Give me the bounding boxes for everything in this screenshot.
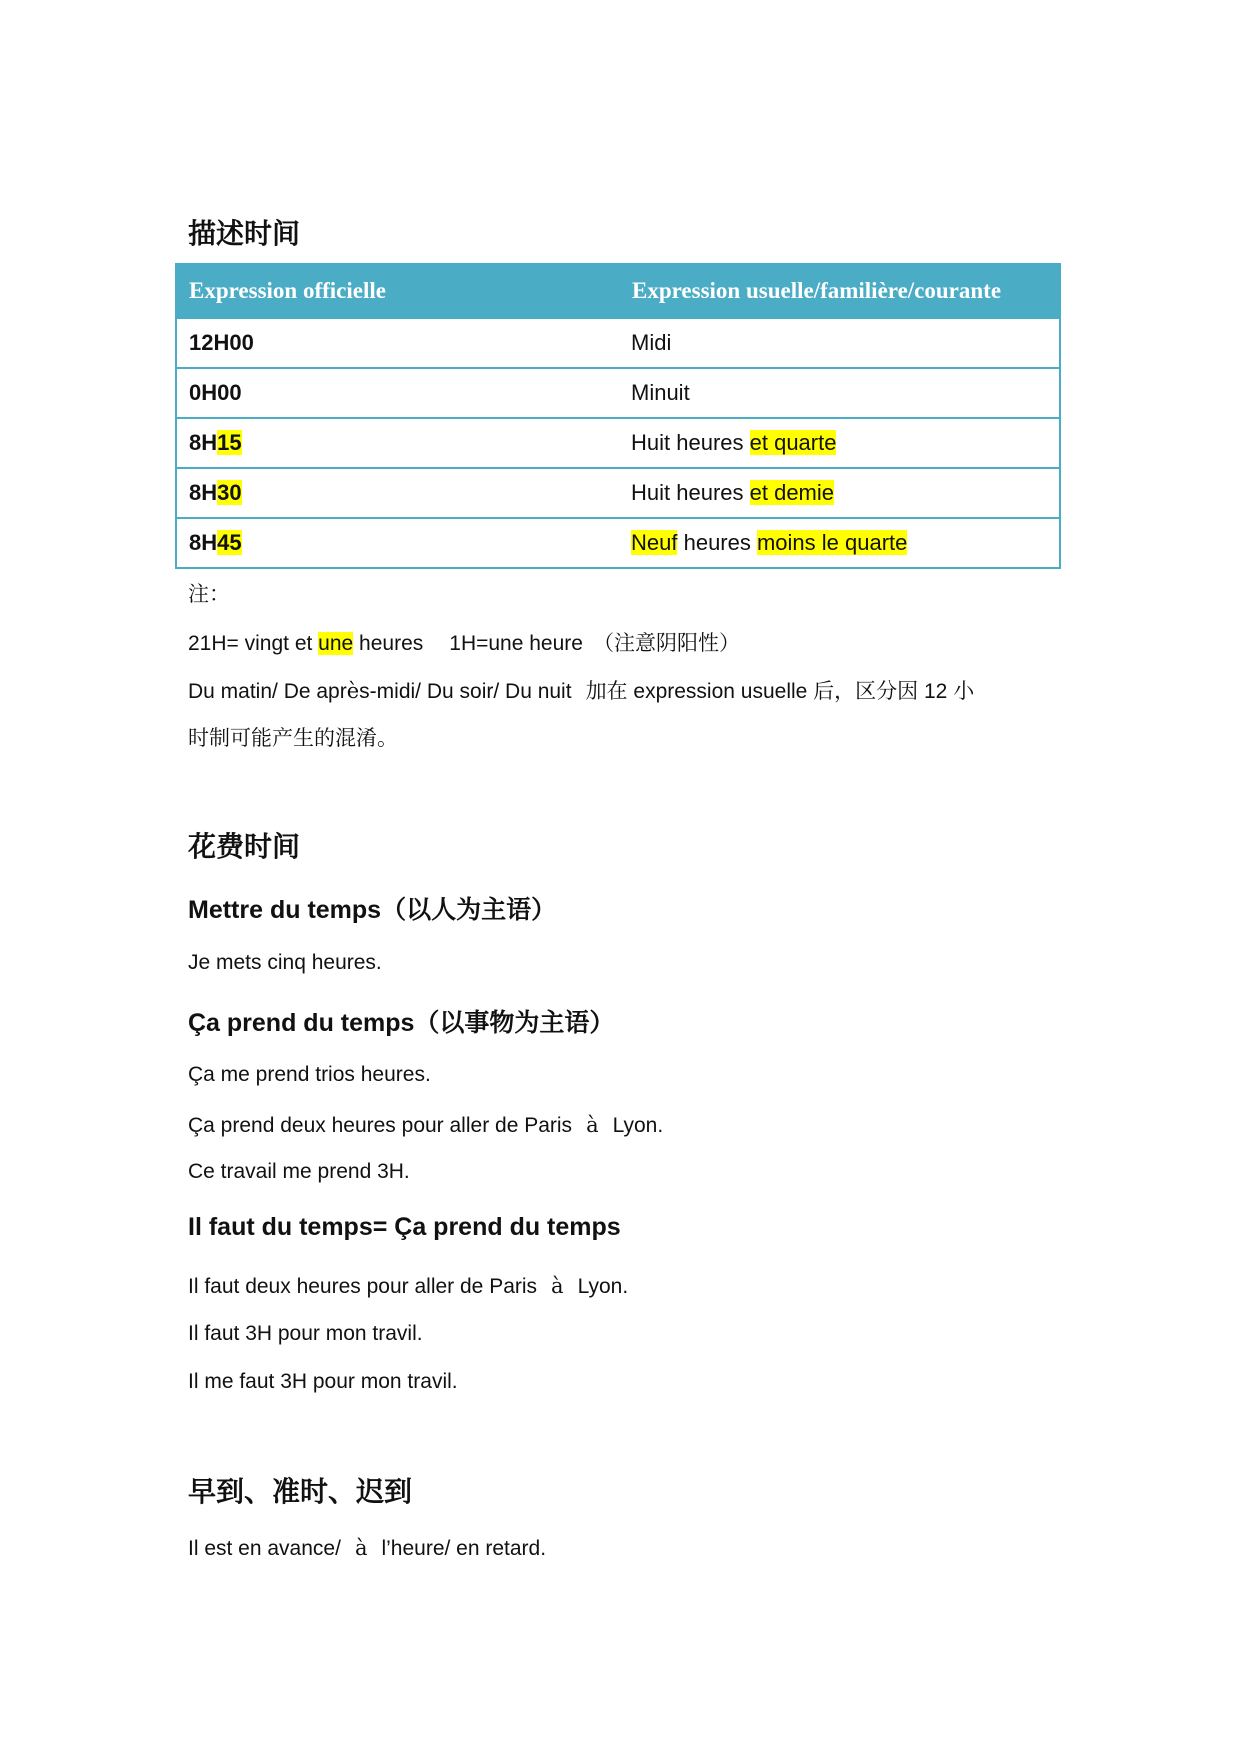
table-row — [176, 468, 1060, 518]
example-prend-3: Ce travail me prend 3H. — [188, 1160, 410, 1183]
example-faut-1-text: Il faut deux heures pour aller de Paris — [188, 1275, 538, 1298]
note2-chinese-2: 后，区分因 — [813, 679, 919, 703]
usual-highlight: Neuf — [631, 530, 678, 555]
table-row — [176, 518, 1060, 568]
note-label: 注： — [188, 582, 230, 606]
official-text: 8H — [189, 530, 218, 555]
official-highlight: 45 — [217, 530, 242, 555]
subheading-mettre-text: Mettre du temps — [188, 896, 382, 924]
example-prend-2-text-2: Lyon. — [612, 1114, 664, 1137]
note2-text-3: expression usuelle — [627, 680, 814, 703]
cell-official — [176, 518, 619, 568]
table-row — [176, 318, 1060, 368]
example-faut-3: Il me faut 3H pour mon travil. — [188, 1370, 458, 1393]
example-arrival-text-2: l’heure/ en retard. — [381, 1537, 547, 1560]
official-highlight: 30 — [217, 480, 242, 505]
example-prend-2-text: Ça prend deux heures pour aller de Paris — [188, 1114, 573, 1137]
usual-highlight: et quarte — [749, 430, 837, 455]
note2-chinese-1: 加在 — [585, 679, 628, 703]
header-usual: Expression usuelle/familière/courante — [619, 264, 1060, 318]
usual-text: heures — [677, 530, 757, 555]
cell-usual — [619, 518, 1060, 568]
table-header-row — [176, 264, 1060, 318]
subheading-mettre-chinese: （以人为主语） — [381, 895, 557, 924]
example-faut-2: Il faut 3H pour mon travil. — [188, 1322, 423, 1345]
usual-text: Minuit — [631, 380, 690, 405]
subheading-faut: Il faut du temps= Ça prend du temps — [188, 1213, 621, 1241]
subheading-prend-text: Ça prend du temps — [188, 1009, 415, 1037]
usual-text: Huit heures — [631, 480, 750, 505]
cell-official — [176, 418, 619, 468]
usual-text: Huit heures — [631, 430, 750, 455]
note1-chinese: （注意阴阳性） — [592, 631, 740, 655]
usual-highlight: et demie — [749, 480, 835, 505]
subheading-prend — [188, 1003, 614, 1039]
official-text: 8H — [189, 480, 218, 505]
example-faut-1-preposition: à — [551, 1274, 564, 1298]
usual-text: Midi — [631, 330, 672, 355]
table-row — [176, 368, 1060, 418]
note2-text-2: s-midi/ Du soir/ Du nuit — [359, 680, 572, 703]
example-prend-1: Ça me prend trios heures. — [188, 1063, 431, 1086]
cell-usual — [619, 318, 1060, 368]
example-arrival-text: Il est en avance/ — [188, 1537, 341, 1560]
table-row — [176, 418, 1060, 468]
note1-text: 21H= vingt et — [188, 632, 319, 655]
note2-chinese-3: 小 — [953, 679, 975, 703]
example-faut-1-text-2: Lyon. — [577, 1275, 629, 1298]
note2-number: 12 — [918, 680, 954, 703]
cell-usual — [619, 468, 1060, 518]
example-arrival — [188, 1536, 546, 1561]
cell-usual — [619, 418, 1060, 468]
note-line-1 — [188, 627, 740, 657]
note1-highlight: une — [318, 632, 354, 655]
official-text: 8H — [189, 430, 218, 455]
section-title-describe-time: 描述时间 — [188, 217, 301, 250]
cell-official — [176, 468, 619, 518]
cell-official — [176, 318, 619, 368]
note2-accent: è — [346, 679, 360, 703]
subheading-mettre — [188, 890, 556, 926]
cell-usual — [619, 368, 1060, 418]
subheading-prend-chinese: （以事物为主语） — [414, 1008, 615, 1037]
section-title-spend-time: 花费时间 — [188, 830, 301, 863]
note2-text: Du matin/ De apr — [188, 680, 347, 703]
example-arrival-preposition: à — [354, 1536, 368, 1560]
section-title-arrival: 早到、准时、迟到 — [188, 1475, 413, 1508]
time-expression-table — [175, 263, 1061, 569]
official-text: 12H00 — [189, 330, 254, 355]
usual-highlight: moins le quarte — [756, 530, 908, 555]
note1-text-3: 1H=une heure — [449, 632, 583, 655]
example-mettre: Je mets cinq heures. — [188, 951, 382, 974]
example-faut-1 — [188, 1274, 628, 1299]
example-prend-2-preposition: à — [586, 1113, 599, 1137]
cell-official — [176, 368, 619, 418]
official-highlight: 15 — [217, 430, 242, 455]
note-line-3: 时制可能产生的混淆。 — [188, 726, 398, 750]
note1-text-2: heures — [353, 632, 424, 655]
official-text: 0H00 — [189, 380, 242, 405]
note-line-2 — [188, 675, 974, 705]
header-official: Expression officielle — [176, 264, 619, 318]
example-prend-2 — [188, 1113, 663, 1138]
table-body — [176, 318, 1060, 568]
